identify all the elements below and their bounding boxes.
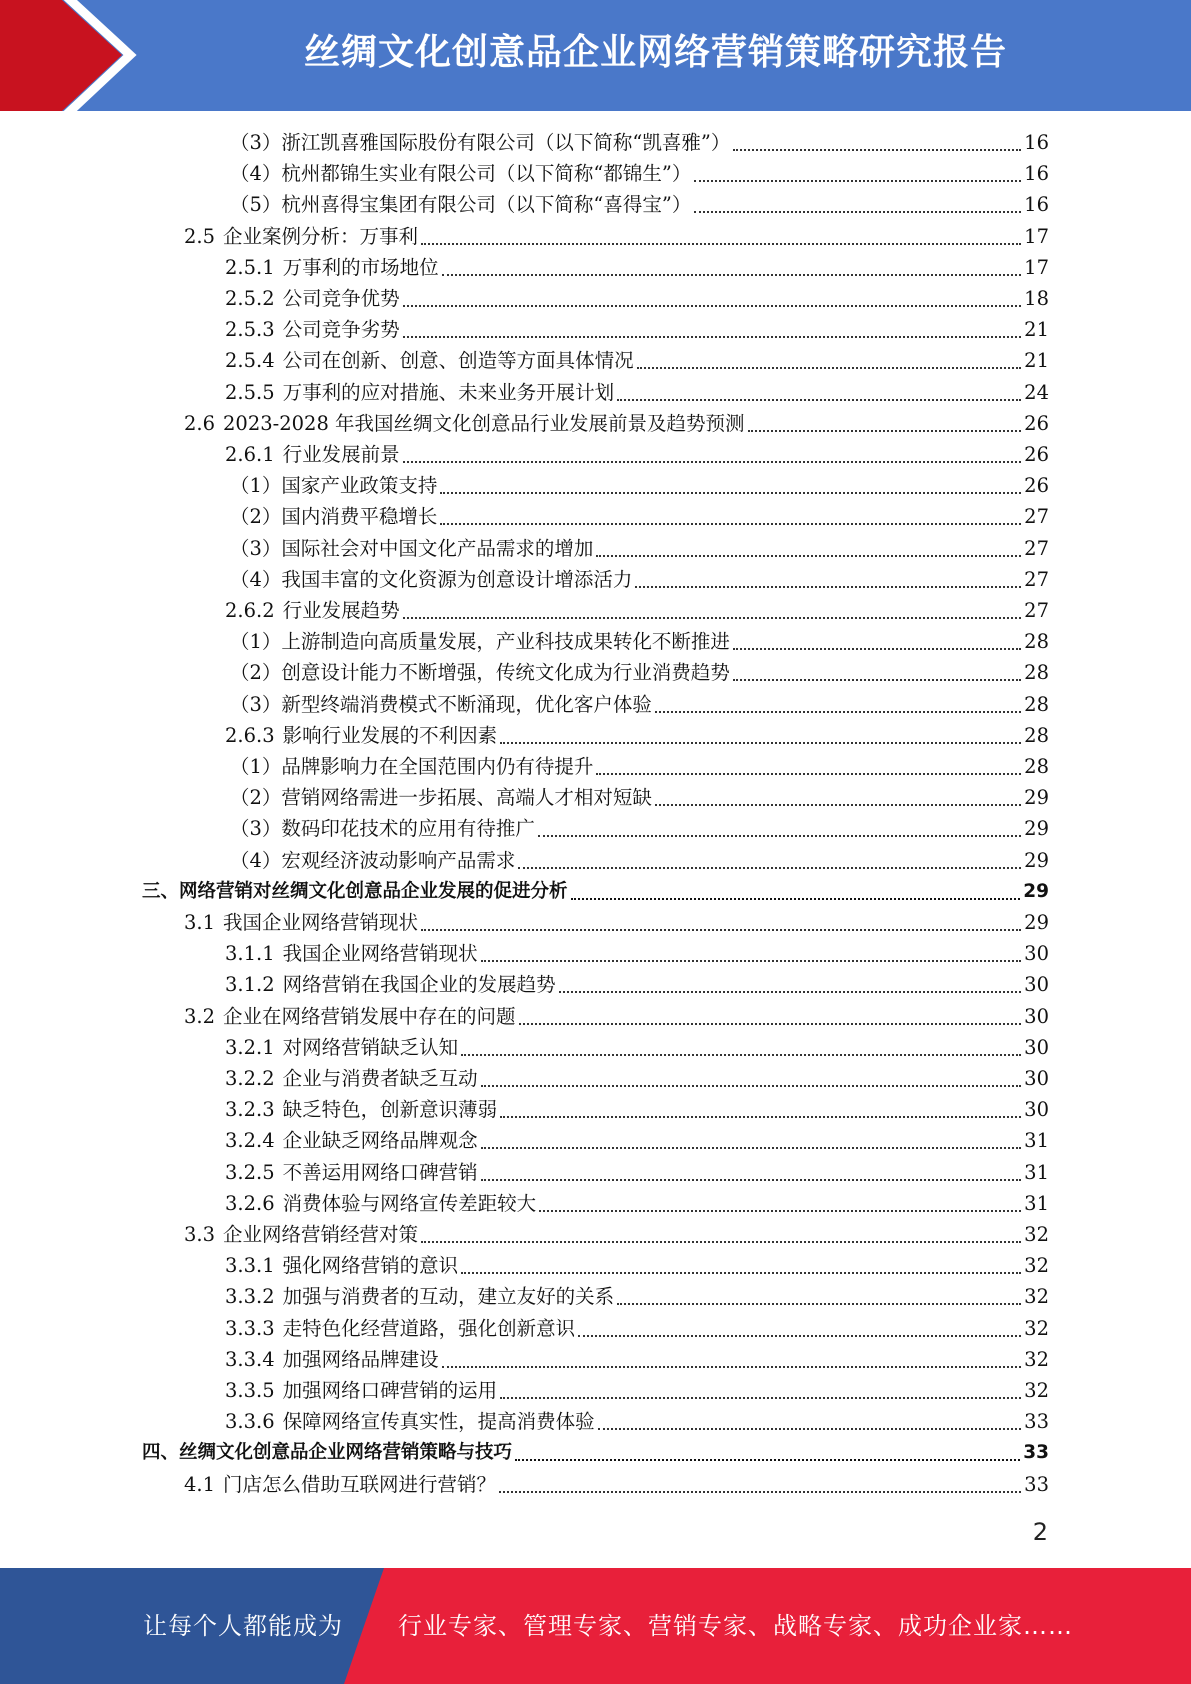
toc-dot-leader — [571, 898, 1021, 900]
toc-entry-title: 企业网络营销经营对策 — [223, 1223, 419, 1246]
toc-entry-page: 32 — [1024, 1348, 1049, 1371]
toc-entry-title: 杭州喜得宝集团有限公司（以下简称“喜得宝”） — [281, 193, 692, 216]
toc-entry-title: 不善运用网络口碑营销 — [282, 1161, 478, 1184]
toc-entry-title: 数码印花技术的应用有待推广 — [281, 817, 535, 840]
toc-entry-page: 31 — [1024, 1161, 1049, 1184]
toc-entry[interactable] — [230, 813, 1049, 844]
toc-entry-title: 加强网络口碑营销的运用 — [282, 1379, 498, 1402]
toc-entry-page: 31 — [1024, 1129, 1049, 1152]
toc-entry-page: 17 — [1024, 225, 1049, 248]
toc-entry[interactable] — [230, 657, 1049, 688]
toc-entry[interactable] — [184, 408, 1049, 439]
toc-dot-leader — [635, 586, 1021, 588]
toc-entry-number: 4.1 — [184, 1473, 216, 1496]
toc-entry[interactable] — [230, 845, 1049, 876]
toc-entry-page: 21 — [1024, 349, 1049, 372]
toc-entry-page: 18 — [1024, 287, 1049, 310]
toc-dot-leader — [748, 430, 1022, 432]
toc-dot-leader — [598, 1428, 1022, 1430]
toc-dot-leader — [499, 1491, 1021, 1493]
toc-entry-title: 我国丰富的文化资源为创意设计增添活力 — [281, 568, 633, 591]
toc-dot-leader — [733, 679, 1021, 681]
toc-entry[interactable] — [230, 158, 1049, 189]
toc-dot-leader — [403, 461, 1022, 463]
toc-dot-leader — [481, 1179, 1022, 1181]
toc-entry[interactable] — [225, 969, 1049, 1000]
toc-dot-leader — [403, 336, 1022, 338]
toc-entry-title: 国内消费平稳增长 — [281, 505, 438, 528]
toc-entry-number: 3.2.1 — [225, 1036, 275, 1059]
toc-entry[interactable] — [225, 283, 1049, 314]
toc-dot-leader — [500, 1116, 1021, 1118]
toc-entry-title: 网络营销对丝绸文化创意品企业发展的促进分析 — [179, 881, 568, 902]
toc-entry-title: 我国企业网络营销现状 — [223, 911, 419, 934]
toc-entry-page: 26 — [1024, 412, 1049, 435]
toc-dot-leader — [733, 149, 1021, 151]
toc-dot-leader — [617, 1303, 1021, 1305]
toc-entry-number: 3.2.5 — [225, 1161, 275, 1184]
toc-entry[interactable] — [225, 439, 1049, 470]
toc-entry-page: 30 — [1024, 1067, 1049, 1090]
toc-entry-number: 2.5.2 — [225, 287, 275, 310]
toc-entry-title: 创意设计能力不断增强，传统文化成为行业消费趋势 — [281, 661, 730, 684]
toc-entry-number: 2.5.3 — [225, 318, 275, 341]
toc-entry-page: 17 — [1024, 256, 1049, 279]
toc-entry-title: 万事利的市场地位 — [282, 256, 439, 279]
toc-entry[interactable] — [184, 1219, 1049, 1250]
toc-dot-leader — [518, 867, 1021, 869]
toc-entry[interactable] — [230, 189, 1049, 220]
toc-entry-number: 3.2.2 — [225, 1067, 275, 1090]
toc-dot-leader — [403, 305, 1022, 307]
toc-entry-number: （3） — [230, 817, 282, 840]
toc-entry-page: 16 — [1024, 193, 1049, 216]
toc-entry-title: 国家产业政策支持 — [281, 474, 438, 497]
toc-entry[interactable] — [230, 533, 1049, 564]
toc-entry[interactable] — [225, 1375, 1049, 1406]
toc-dot-leader — [500, 1397, 1021, 1399]
toc-entry-title: 宏观经济波动影响产品需求 — [281, 849, 516, 872]
toc-entry-title: 加强网络品牌建设 — [282, 1348, 439, 1371]
toc-entry-title: 公司竞争劣势 — [282, 318, 400, 341]
toc-entry-title: 消费体验与网络宣传差距较大 — [282, 1192, 537, 1215]
toc-entry-number: 2.6.3 — [225, 724, 275, 747]
toc-entry[interactable] — [225, 1125, 1049, 1156]
toc-entry-title: 我国企业网络营销现状 — [282, 942, 478, 965]
toc-dot-leader — [538, 835, 1021, 837]
toc-entry-number: （2） — [230, 505, 282, 528]
toc-entry-title: 新型终端消费模式不断涌现，优化客户体验 — [281, 693, 652, 716]
toc-entry-number: 3.2.6 — [225, 1192, 275, 1215]
toc-entry-number: （4） — [230, 162, 282, 185]
toc-entry-page: 16 — [1024, 162, 1049, 185]
toc-entry[interactable] — [225, 938, 1049, 969]
toc-entry-page: 27 — [1024, 537, 1049, 560]
toc-entry-number: （3） — [230, 693, 282, 716]
toc-entry-page: 30 — [1024, 942, 1049, 965]
toc-entry-page: 28 — [1024, 724, 1049, 747]
toc-entry-page: 33 — [1023, 1442, 1049, 1463]
toc-entry-number: 3.2.4 — [225, 1129, 275, 1152]
toc-dot-leader — [694, 211, 1021, 213]
toc-entry[interactable] — [184, 907, 1049, 938]
toc-dot-leader — [481, 1085, 1022, 1087]
toc-dot-leader — [733, 648, 1021, 650]
toc-entry-title: 企业缺乏网络品牌观念 — [282, 1129, 478, 1152]
toc-entry-page: 28 — [1024, 755, 1049, 778]
toc-entry-number: 3.3 — [184, 1223, 216, 1246]
toc-dot-leader — [481, 1147, 1022, 1149]
toc-entry[interactable] — [225, 345, 1049, 376]
toc-entry-page: 32 — [1024, 1254, 1049, 1277]
toc-entry-number: 2.5 — [184, 225, 216, 248]
toc-dot-leader — [421, 929, 1021, 931]
toc-entry[interactable] — [230, 751, 1049, 782]
toc-entry[interactable] — [225, 1157, 1049, 1188]
toc-dot-leader — [461, 1054, 1021, 1056]
toc-entry[interactable] — [225, 1344, 1049, 1375]
toc-entry-title: 走特色化经营道路，强化创新意识 — [282, 1317, 576, 1340]
toc-entry-number: 3.3.1 — [225, 1254, 275, 1277]
toc-entry-page: 24 — [1024, 381, 1049, 404]
toc-entry-page: 32 — [1024, 1285, 1049, 1308]
page-number: 2 — [1032, 1518, 1048, 1546]
toc-entry-title: 丝绸文化创意品企业网络营销策略与技巧 — [179, 1442, 513, 1463]
toc-entry[interactable] — [225, 720, 1049, 751]
toc-entry-title: 保障网络宣传真实性，提高消费体验 — [282, 1410, 595, 1433]
toc-dot-leader — [440, 523, 1021, 525]
toc-entry-title: 门店怎么借助互联网进行营销？ — [223, 1473, 497, 1496]
toc-entry[interactable] — [230, 127, 1049, 158]
toc-entry-number: 三、 — [142, 881, 180, 902]
toc-entry[interactable] — [225, 1406, 1049, 1437]
toc-entry-page: 27 — [1024, 599, 1049, 622]
toc-dot-leader — [481, 960, 1022, 962]
toc-entry-title: 杭州都锦生实业有限公司（以下简称“都锦生”） — [281, 162, 692, 185]
toc-entry-title: 影响行业发展的不利因素 — [282, 724, 498, 747]
toc-dot-leader — [421, 243, 1021, 245]
toc-entry[interactable] — [184, 1001, 1049, 1032]
toc-entry-title: 强化网络营销的意识 — [282, 1254, 459, 1277]
toc-entry[interactable] — [230, 470, 1049, 501]
toc-entry-number: 3.2 — [184, 1005, 216, 1028]
toc-entry[interactable] — [230, 501, 1049, 532]
toc-entry-number: （1） — [230, 630, 282, 653]
toc-entry[interactable] — [230, 782, 1049, 813]
toc-entry-title: 上游制造向高质量发展，产业科技成果转化不断推进 — [281, 630, 730, 653]
toc-entry[interactable] — [225, 1188, 1049, 1219]
toc-entry-number: 3.2.3 — [225, 1098, 275, 1121]
toc-entry-page: 29 — [1023, 881, 1049, 902]
toc-dot-leader — [519, 1023, 1022, 1025]
toc-entry-number: 3.1.1 — [225, 942, 275, 965]
toc-entry-page: 16 — [1024, 131, 1049, 154]
toc-dot-leader — [500, 742, 1021, 744]
toc-entry-title: 对网络营销缺乏认知 — [282, 1036, 459, 1059]
toc-entry-number: 3.3.5 — [225, 1379, 275, 1402]
toc-entry[interactable] — [225, 1281, 1049, 1312]
toc-entry-number: （4） — [230, 849, 282, 872]
toc-entry-number: （3） — [230, 131, 282, 154]
report-header — [0, 0, 1191, 111]
toc-entry-number: （3） — [230, 537, 282, 560]
toc-dot-leader — [440, 492, 1021, 494]
toc-entry-title: 营销网络需进一步拓展、高端人才相对短缺 — [281, 786, 652, 809]
toc-entry-page: 27 — [1024, 568, 1049, 591]
toc-entry[interactable] — [225, 595, 1049, 626]
toc-entry-page: 30 — [1024, 1036, 1049, 1059]
toc-entry-page: 28 — [1024, 630, 1049, 653]
toc-dot-leader — [655, 711, 1021, 713]
toc-entry-number: 2.6.1 — [225, 443, 275, 466]
toc-entry-page: 30 — [1024, 1098, 1049, 1121]
slogan-footer — [0, 1568, 1191, 1684]
toc-entry-title: 公司在创新、创意、创造等方面具体情况 — [282, 349, 634, 372]
toc-entry-page: 31 — [1024, 1192, 1049, 1215]
toc-entry-number: 3.3.2 — [225, 1285, 275, 1308]
toc-dot-leader — [559, 991, 1022, 993]
toc-dot-leader — [442, 1366, 1022, 1368]
toc-entry-page: 28 — [1024, 693, 1049, 716]
toc-entry-page: 32 — [1024, 1379, 1049, 1402]
toc-entry[interactable] — [225, 1063, 1049, 1094]
toc-entry-page: 26 — [1024, 474, 1049, 497]
toc-dot-leader — [596, 773, 1021, 775]
toc-dot-leader — [539, 1210, 1021, 1212]
report-title: 丝绸文化创意品企业网络营销策略研究报告 — [303, 32, 1007, 73]
toc-entry-page: 33 — [1024, 1473, 1049, 1496]
toc-dot-leader — [515, 1459, 1020, 1461]
toc-entry[interactable] — [230, 689, 1049, 720]
toc-entry-number: （2） — [230, 661, 282, 684]
toc-dot-leader — [694, 180, 1021, 182]
toc-entry-title: 公司竞争优势 — [282, 287, 400, 310]
toc-entry[interactable] — [225, 314, 1049, 345]
toc-entry-title: 网络营销在我国企业的发展趋势 — [282, 973, 556, 996]
slogan-left: 让每个人都能成为 — [143, 1612, 343, 1640]
toc-entry-page: 27 — [1024, 505, 1049, 528]
toc-entry-title: 万事利的应对措施、未来业务开展计划 — [282, 381, 615, 404]
toc-entry-title: 行业发展趋势 — [282, 599, 400, 622]
toc-entry-number: （2） — [230, 786, 282, 809]
toc-entry-page: 21 — [1024, 318, 1049, 341]
toc-dot-leader — [655, 804, 1021, 806]
toc-entry-number: 3.1 — [184, 911, 216, 934]
toc-entry[interactable] — [230, 626, 1049, 657]
toc-entry-number: 2.5.5 — [225, 381, 275, 404]
slogan-right: 行业专家、管理专家、营销专家、战略专家、成功企业家…… — [398, 1612, 1073, 1640]
toc-entry-number: （5） — [230, 193, 282, 216]
toc-entry[interactable] — [142, 876, 1049, 907]
toc-entry[interactable] — [142, 1437, 1049, 1468]
toc-dot-leader — [596, 555, 1021, 557]
toc-entry[interactable] — [184, 1469, 1049, 1500]
toc-entry-page: 29 — [1024, 911, 1049, 934]
toc-entry-title: 缺乏特色，创新意识薄弱 — [282, 1098, 498, 1121]
toc-entry-number: 3.3.4 — [225, 1348, 275, 1371]
toc-entry[interactable] — [225, 1313, 1049, 1344]
toc-entry-title: 加强与消费者的互动，建立友好的关系 — [282, 1285, 615, 1308]
toc-entry[interactable] — [225, 1032, 1049, 1063]
toc-entry-number: 2.5.1 — [225, 256, 275, 279]
toc-entry-page: 26 — [1024, 443, 1049, 466]
toc-entry-number: 2.6 — [184, 412, 216, 435]
toc-entry-page: 29 — [1024, 849, 1049, 872]
toc-entry-page: 33 — [1024, 1410, 1049, 1433]
toc-entry-title: 企业案例分析：万事利 — [223, 225, 419, 248]
toc-entry-number: （1） — [230, 474, 282, 497]
toc-entry[interactable] — [225, 377, 1049, 408]
toc-entry-title: 企业在网络营销发展中存在的问题 — [223, 1005, 516, 1028]
toc-entry-title: 浙江凯喜雅国际股份有限公司（以下简称“凯喜雅”） — [281, 131, 731, 154]
toc-dot-leader — [461, 1272, 1021, 1274]
toc-entry-page: 30 — [1024, 1005, 1049, 1028]
toc-entry-page: 28 — [1024, 661, 1049, 684]
toc-entry[interactable] — [225, 1250, 1049, 1281]
toc-dot-leader — [637, 367, 1022, 369]
toc-entry-number: 2.6.2 — [225, 599, 275, 622]
toc-entry-number: 3.1.2 — [225, 973, 275, 996]
toc-dot-leader — [403, 617, 1022, 619]
toc-entry-page: 32 — [1024, 1317, 1049, 1340]
toc-entry-number: （1） — [230, 755, 282, 778]
toc-entry-number: 2.5.4 — [225, 349, 275, 372]
toc-entry-page: 29 — [1024, 786, 1049, 809]
toc-dot-leader — [617, 399, 1021, 401]
toc-dot-leader — [578, 1335, 1021, 1337]
toc-entry-title: 国际社会对中国文化产品需求的增加 — [281, 537, 594, 560]
toc-entry-title: 品牌影响力在全国范围内仍有待提升 — [281, 755, 594, 778]
toc-entry-number: 3.3.6 — [225, 1410, 275, 1433]
toc-entry[interactable] — [184, 221, 1049, 252]
toc-entry-page: 29 — [1024, 817, 1049, 840]
toc-dot-leader — [421, 1241, 1021, 1243]
toc-entry[interactable] — [230, 564, 1049, 595]
toc-entry-title: 行业发展前景 — [282, 443, 400, 466]
toc-entry[interactable] — [225, 252, 1049, 283]
toc-entry[interactable] — [225, 1094, 1049, 1125]
toc-entry-number: 3.3.3 — [225, 1317, 275, 1340]
toc-entry-page: 30 — [1024, 973, 1049, 996]
toc-entry-title: 2023-2028 年我国丝绸文化创意品行业发展前景及趋势预测 — [223, 412, 745, 435]
toc-entry-number: （4） — [230, 568, 282, 591]
toc-entry-page: 32 — [1024, 1223, 1049, 1246]
toc-dot-leader — [442, 274, 1022, 276]
toc-entry-title: 企业与消费者缺乏互动 — [282, 1067, 478, 1090]
toc-entry-number: 四、 — [142, 1442, 180, 1463]
